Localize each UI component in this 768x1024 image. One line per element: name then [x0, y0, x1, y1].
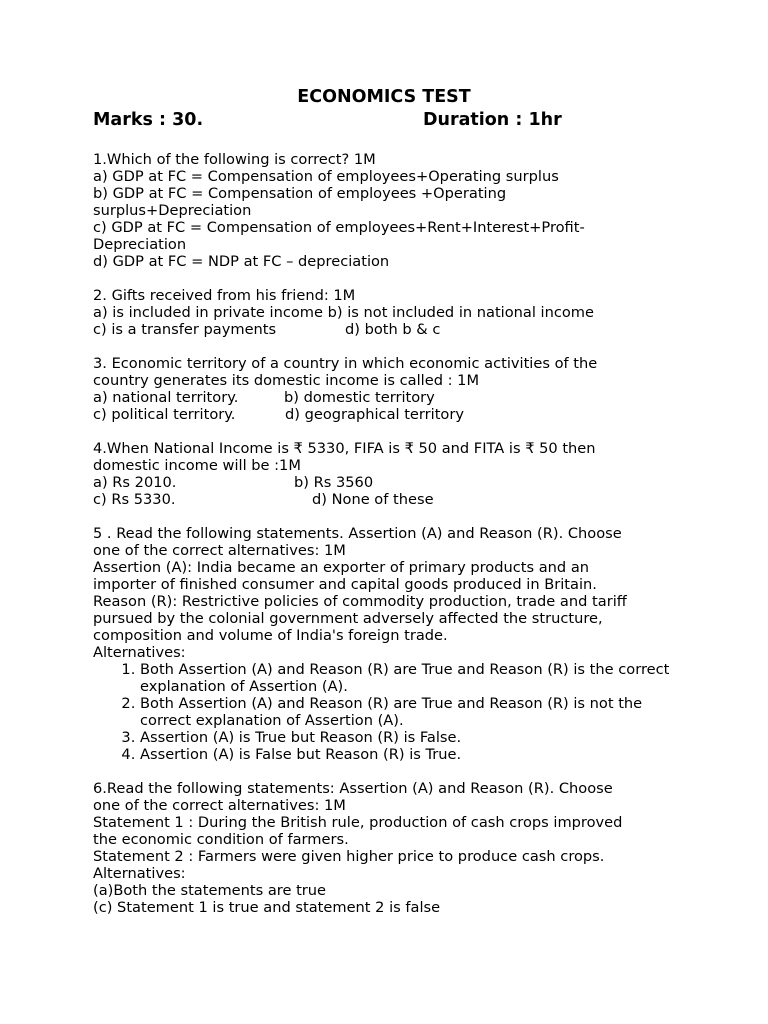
option-a: a) Rs 2010. — [93, 474, 177, 491]
alternative-item: 3. Assertion (A) is True but Reason (R) is False. — [140, 729, 673, 746]
alternatives-label: Alternatives: — [93, 644, 186, 661]
statement-1-line-2: the economic condition of farmers. — [93, 831, 349, 848]
option-b-line-1: b) GDP at FC = Compensation of employees +Operating — [93, 185, 507, 202]
option-row — [93, 389, 673, 406]
option-d: d) both b & c — [345, 321, 441, 338]
reason-line-2: pursued by the colonial government adversely affected the structure, — [93, 610, 603, 627]
question-2 — [93, 287, 673, 338]
question-text: 2. Gifts received from his friend: 1M — [93, 287, 356, 304]
option-row — [93, 406, 673, 423]
option-c: c) is a transfer payments — [93, 321, 277, 338]
duration-label: Duration : 1hr — [423, 110, 562, 130]
option-row — [93, 321, 673, 338]
question-text-line-2: one of the correct alternatives: 1M — [93, 797, 346, 814]
alternative-item: 4. Assertion (A) is False but Reason (R) is True. — [140, 746, 673, 763]
reason-line-1: Reason (R): Restrictive policies of commodity production, trade and tariff — [93, 593, 627, 610]
question-3 — [93, 355, 673, 423]
option-c-line-1: c) GDP at FC = Compensation of employees+Rent+Interest+Profit- — [93, 219, 585, 236]
document-title: ECONOMICS TEST — [297, 87, 471, 107]
question-text-line-1: 4.When National Income is ₹ 5330, FIFA is ₹ 50 and FITA is ₹ 50 then — [93, 440, 596, 457]
question-text-line-2: country generates its domestic income is called : 1M — [93, 372, 480, 389]
statement-1-line-1: Statement 1 : During the British rule, production of cash crops improved — [93, 814, 623, 831]
question-6 — [93, 780, 673, 916]
alternatives-list — [93, 661, 673, 763]
option-row — [93, 491, 673, 508]
assertion-line-2: importer of finished consumer and capital goods produced in Britain. — [93, 576, 597, 593]
question-text-line-1: 3. Economic territory of a country in which economic activities of the — [93, 355, 598, 372]
alternative-a: (a)Both the statements are true — [93, 882, 327, 899]
option-a: a) GDP at FC = Compensation of employees+Operating surplus — [93, 168, 559, 185]
option-d: d) GDP at FC = NDP at FC – depreciation — [93, 253, 390, 270]
question-text-line-2: domestic income will be :1M — [93, 457, 301, 474]
option-b: b) Rs 3560 — [294, 474, 374, 491]
questions-body — [93, 151, 673, 933]
option-c-line-2: Depreciation — [93, 236, 187, 253]
reason-line-3: composition and volume of India's foreign trade. — [93, 627, 448, 644]
question-4 — [93, 440, 673, 508]
question-5 — [93, 525, 673, 763]
option-d: d) None of these — [312, 491, 434, 508]
question-text: 1.Which of the following is correct? 1M — [93, 151, 376, 168]
question-text-line-1: 6.Read the following statements: Assertion (A) and Reason (R). Choose — [93, 780, 613, 797]
option-d: d) geographical territory — [285, 406, 464, 423]
question-text-line-1: 5 . Read the following statements. Assertion (A) and Reason (R). Choose — [93, 525, 622, 542]
statement-2: Statement 2 : Farmers were given higher price to produce cash crops. — [93, 848, 605, 865]
marks-label: Marks : 30. — [93, 110, 204, 130]
alternative-c: (c) Statement 1 is true and statement 2 is false — [93, 899, 441, 916]
question-1 — [93, 151, 673, 270]
option-b: b) domestic territory — [284, 389, 435, 406]
alternatives-label: Alternatives: — [93, 865, 186, 882]
option-row — [93, 474, 673, 491]
alternative-item: 1. Both Assertion (A) and Reason (R) are True and Reason (R) is the correct explanation of Assertion (A). — [140, 661, 673, 695]
option-c: c) Rs 5330. — [93, 491, 176, 508]
question-text-line-2: one of the correct alternatives: 1M — [93, 542, 346, 559]
assertion-line-1: Assertion (A): India became an exporter of primary products and an — [93, 559, 590, 576]
option-a: a) national territory. — [93, 389, 239, 406]
option-a-b: a) is included in private income b) is not included in national income — [93, 304, 595, 321]
option-c: c) political territory. — [93, 406, 236, 423]
option-b-line-2: surplus+Depreciation — [93, 202, 252, 219]
alternative-item: 2. Both Assertion (A) and Reason (R) are True and Reason (R) is not the correct explanation of Assertion (A). — [140, 695, 673, 729]
